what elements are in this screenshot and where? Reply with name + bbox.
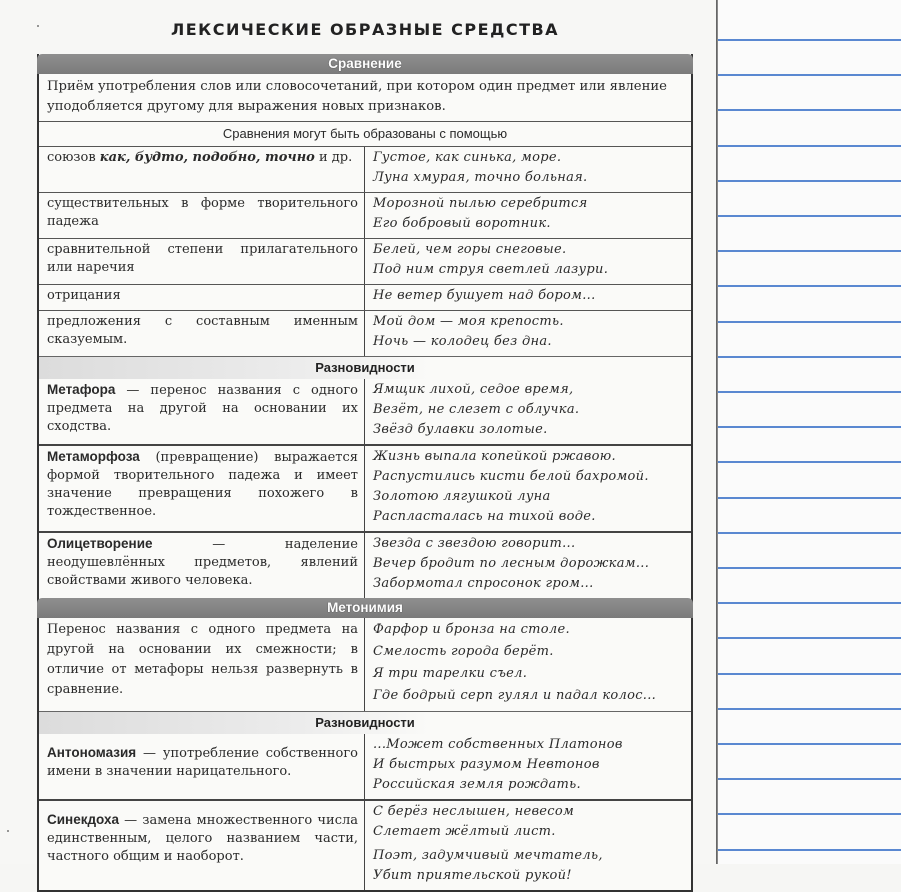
notebook-rule-line	[718, 180, 901, 182]
notebook-rule-line	[718, 356, 901, 358]
example-line: Распустились кисти белой бахромой.	[373, 469, 649, 484]
examples-cell	[365, 285, 691, 310]
example-line: Ямщик лихой, седое время,	[373, 382, 574, 397]
notebook-rule-line	[718, 39, 901, 41]
notebook-rule-line	[718, 250, 901, 252]
notebook-rule-line	[718, 532, 901, 534]
notebook-rule-line	[718, 602, 901, 604]
examples-cell	[365, 311, 691, 356]
comparison-formed-by-label: Сравнения могут быть образованы с помощью	[39, 121, 691, 146]
example-line: Где бодрый серп гулял и падал колос...	[373, 688, 657, 703]
example-line: Фарфор и бронза на столе.	[373, 622, 570, 637]
examples-cell	[365, 239, 691, 284]
notebook-rule-line	[718, 497, 901, 499]
example-line: Звёзд булавки золотые.	[373, 422, 548, 437]
notebook-rule-line	[718, 673, 901, 675]
example-line: Поэт, задумчивый мечтатель,	[373, 848, 603, 863]
variety-description	[39, 734, 365, 799]
example-line: Под ним струя светлей лазури.	[373, 262, 609, 277]
way-description: отрицания	[39, 285, 365, 310]
notebook-rule-line	[718, 74, 901, 76]
table-row	[39, 618, 691, 711]
example-line: Белей, чем горы снеговые.	[373, 242, 567, 257]
term-personification: Олицетворение	[47, 536, 153, 551]
example-line: Его бобровый воротник.	[373, 216, 551, 231]
example-line: И быстрых разумом Невтонов	[373, 757, 600, 772]
reference-table	[37, 54, 693, 892]
table-row	[39, 146, 691, 192]
variety-description	[39, 379, 365, 444]
notebook-rule-line	[718, 849, 901, 851]
example-line: Густое, как синька, море.	[373, 150, 562, 165]
example-line: Морозной пылью серебрится	[373, 196, 588, 211]
example-line: Забормотал спросонок гром...	[373, 576, 594, 591]
example-line: Жизнь выпала копейкой ржавою.	[373, 449, 616, 464]
variety-description	[39, 533, 365, 598]
examples-cell	[365, 734, 691, 799]
table-row	[39, 531, 691, 598]
notebook-rule-line	[718, 743, 901, 745]
examples-cell	[365, 533, 691, 598]
term-definition: (превращение) выражается формой творительного падежа и имеет значение превращения похожего в тождественное.	[47, 450, 358, 519]
examples-cell	[365, 446, 691, 531]
example-line: Мой дом — моя крепость.	[373, 314, 564, 329]
table-row	[39, 238, 691, 284]
example-line: ...Может собственных Платонов	[373, 737, 623, 752]
term-definition: — наделение неодушевлённых предметов, явлений свойствами живого человека.	[47, 537, 358, 588]
notebook-rule-line	[718, 778, 901, 780]
examples-cell	[365, 147, 691, 192]
subheader-varieties: Разновидности	[39, 356, 691, 379]
notebook-rule-line	[718, 426, 901, 428]
example-line: Распласталась на тихой воде.	[373, 509, 596, 524]
notebook-rule-line	[718, 391, 901, 393]
way-description: сравнительной степени прилагательного или наречия	[39, 239, 365, 284]
example-line: Российская земля рождать.	[373, 777, 581, 792]
notebook-rule-line	[718, 145, 901, 147]
example-line: Смелость города берёт.	[373, 644, 554, 659]
notebook-rule-line	[718, 109, 901, 111]
table-row	[39, 192, 691, 238]
table-row	[39, 444, 691, 531]
example-line: Ночь — колодец без дна.	[373, 334, 552, 349]
examples-cell	[365, 193, 691, 238]
table-row	[39, 734, 691, 799]
example-line: Золотою лягушкой луна	[373, 489, 551, 504]
way-prefix: союзов	[47, 150, 100, 165]
comparison-definition: Приём употребления слов или словосочетаний, при котором один предмет или явление уподобляется другому для выражения новых признаков.	[47, 79, 667, 114]
example-line: Слетает жёлтый лист.	[373, 824, 556, 839]
variety-description	[39, 446, 365, 531]
metonymy-definition: Перенос названия с одного предмета на другой на основании их смежности; в отличие от метафоры нельзя развернуть в сравнение.	[39, 618, 365, 711]
example-line: Звезда с звездою говорит...	[373, 536, 576, 551]
example-line: Убит приятельской рукой!	[373, 868, 572, 883]
table-row	[39, 310, 691, 356]
example-line: Луна хмурая, точно больная.	[373, 170, 588, 185]
example-line: Вечер бродит по лесным дорожкам...	[373, 556, 650, 571]
term-definition: — перенос названия с одного предмета на другой на основании их сходства.	[47, 383, 358, 434]
examples-cell	[365, 618, 691, 711]
conjunctions-list: как, будто, подобно, точно	[99, 150, 315, 165]
term-definition: — замена множественного числа единственным, целого названием части, частного общим и наоборот.	[47, 813, 358, 864]
example-line: Я три тарелки съел.	[373, 666, 528, 681]
variety-description	[39, 801, 365, 890]
way-suffix: и др.	[314, 150, 353, 165]
notebook-rule-line	[718, 461, 901, 463]
notebook-rule-line	[718, 567, 901, 569]
table-row	[39, 284, 691, 310]
section-header-comparison: Сравнение	[37, 54, 693, 74]
notebook-rule-line	[718, 321, 901, 323]
way-description: существительных в форме творительного падежа	[39, 193, 365, 238]
table-row	[39, 799, 691, 890]
example-line: С берёз неслышен, невесом	[373, 804, 575, 819]
term-definition: — употребление собственного имени в значении нарицательного.	[47, 746, 358, 779]
notebook-rule-line	[718, 637, 901, 639]
notebook-rule-line	[718, 708, 901, 710]
notebook-paper	[718, 0, 901, 864]
notebook-rule-line	[718, 813, 901, 815]
example-line: Не ветер бушует над бором...	[373, 288, 596, 303]
example-line: Везёт, не слезет с облучка.	[373, 402, 580, 417]
term-metamorphosis: Метаморфоза	[47, 449, 140, 464]
term-metaphor: Метафора	[47, 382, 116, 397]
term-synecdoche: Синекдоха	[47, 812, 119, 827]
table-row	[39, 379, 691, 444]
notebook-rule-line	[718, 215, 901, 217]
paper-speck	[7, 830, 9, 832]
subheader-varieties: Разновидности	[39, 711, 691, 734]
examples-cell	[365, 379, 691, 444]
examples-cell	[365, 801, 691, 890]
way-description	[39, 147, 365, 192]
notebook-rule-line	[718, 285, 901, 287]
way-description: предложения с составным именным сказуемым.	[39, 311, 365, 356]
term-antonomasia: Антономазия	[47, 745, 137, 760]
section-header-metonymy: Метонимия	[37, 598, 693, 618]
page-title: ЛЕКСИЧЕСКИЕ ОБРАЗНЫЕ СРЕДСТВА	[170, 20, 560, 39]
